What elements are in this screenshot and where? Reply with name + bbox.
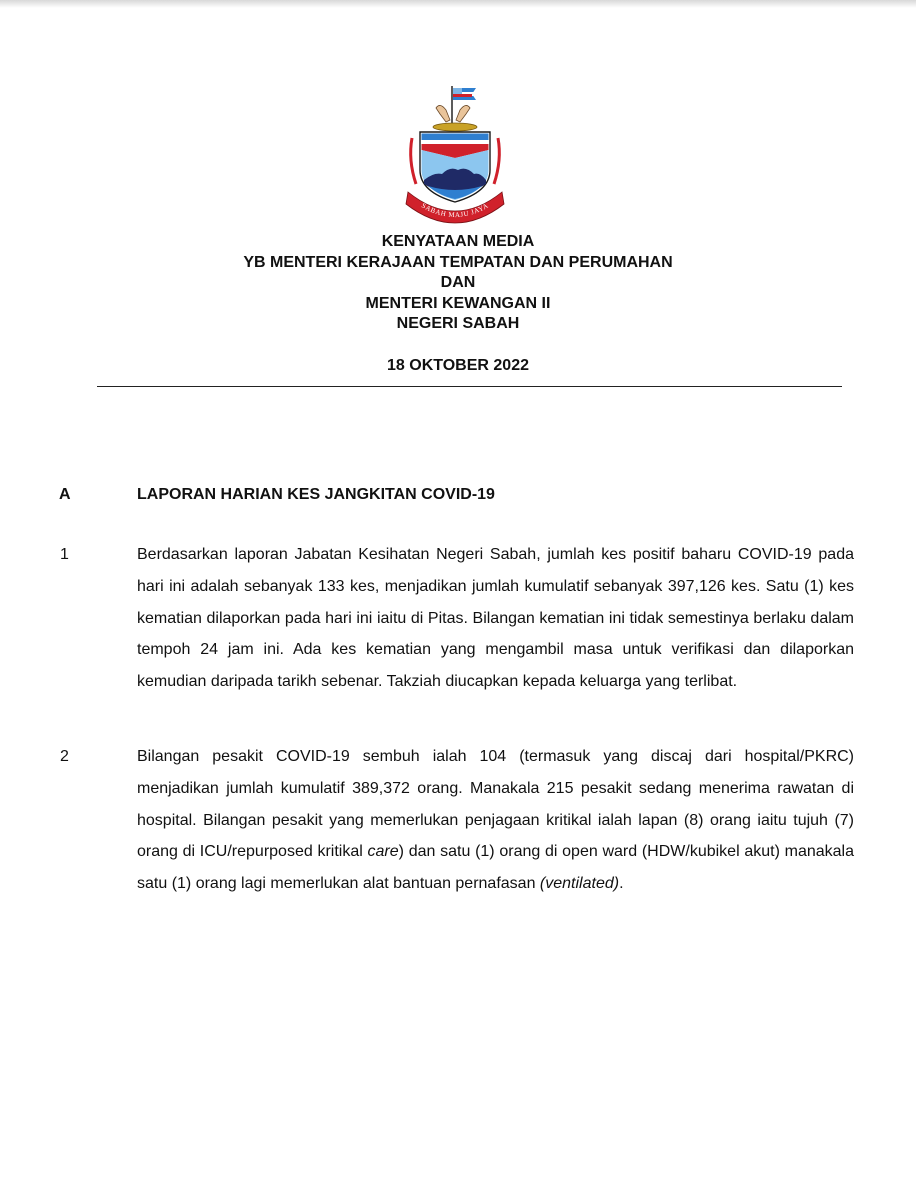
- header-line-state: NEGERI SABAH: [396, 315, 520, 332]
- paragraph-1-text: Berdasarkan laporan Jabatan Kesihatan Negeri Sabah, jumlah kes positif baharu COVID-19 pada hari ini adalah sebanyak 133 kes, menjadikan jumlah kumulatif sebanyak 397,126 kes. Satu (1) kes kematian dilaporkan pada hari ini iaitu di Pitas. Bilangan kematian ini tidak semestinya berlaku dalam tempoh 24 jam ini. Ada kes kematian yang mengambil masa untuk verifikasi dan dilaporkan kemudian daripada tarikh sebenar. Takziah diucapkan kepada keluarga yang terlibat.: [137, 546, 854, 691]
- paragraph-2-text: [137, 741, 854, 900]
- shield-icon: [420, 132, 490, 202]
- section-title: LAPORAN HARIAN KES JANGKITAN COVID-19: [137, 486, 495, 503]
- press-release-header: [0, 232, 916, 335]
- header-line-minister: YB MENTERI KERAJAAN TEMPATAN DAN PERUMAHAN: [243, 253, 673, 271]
- paragraph-2-segment: .: [619, 875, 624, 893]
- header-line-title: KENYATAAN MEDIA: [381, 233, 535, 250]
- motto-text: SABAH MAJU JAYA: [420, 201, 490, 220]
- header-line-conjunction: DAN: [440, 274, 476, 291]
- paragraph-2-italic-ventilated: (ventilated): [539, 875, 620, 893]
- paragraph-2-italic-care: care: [367, 843, 399, 861]
- header-line-ministry: MENTERI KEWANGAN II: [365, 294, 551, 312]
- paragraph-2-segment: ) dan satu (1) orang di open ward (HDW/kubikel akut) manakala satu (1) orang lagi memerlukan alat bantuan pernafasan: [137, 843, 855, 893]
- header-divider: [97, 386, 842, 387]
- flag-icon: [453, 88, 476, 100]
- paragraph-2-segment: Bilangan pesakit COVID-19 sembuh ialah 104 (termasuk yang discaj dari hospital/PKRC) menjadikan jumlah kumulatif 389,372 orang. Manakala 215 pesakit sedang menerima rawatan di hospital. Bilangan pesakit yang memerlukan penjagaan kritikal ialah lapan (8) orang iaitu tujuh (7) orang di ICU/repurposed kritikal: [137, 748, 854, 861]
- release-date: 18 OKTOBER 2022: [387, 357, 529, 374]
- paragraph-number: 1: [60, 546, 69, 563]
- sabah-crest-logo: [400, 80, 510, 238]
- section-letter: A: [59, 486, 71, 503]
- paragraph-number: 2: [60, 748, 69, 765]
- scan-edge-shadow: [0, 0, 916, 8]
